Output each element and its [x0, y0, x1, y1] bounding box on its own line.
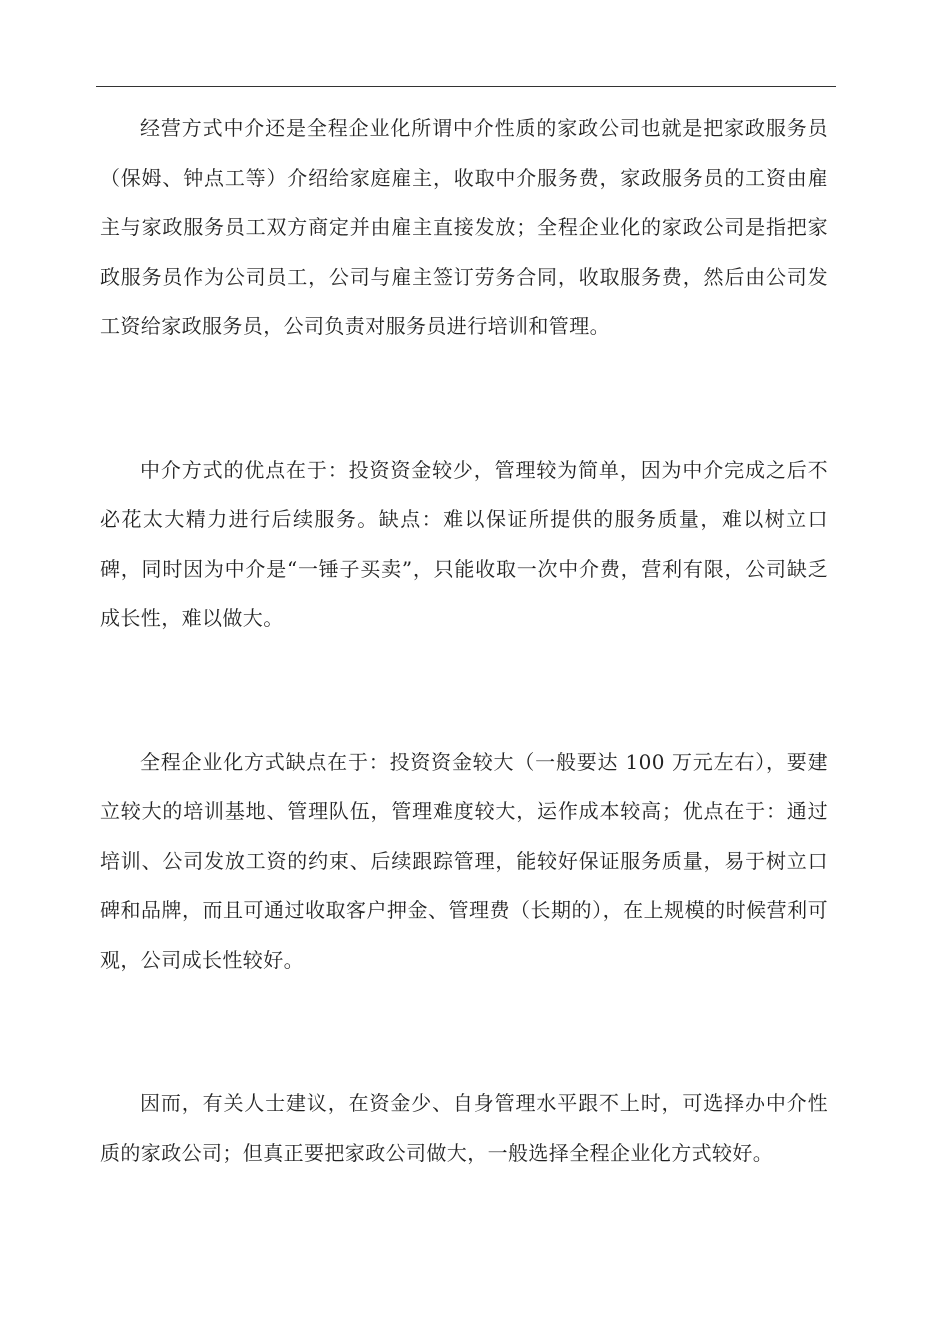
header-rule	[96, 86, 836, 87]
paragraph-enterprise-pros-cons: 全程企业化方式缺点在于：投资资金较大（一般要达 100 万元左右），要建立较大的培训基地、管理队伍，管理难度较大，运作成本较高；优点在于：通过培训、公司发放工资的约束、后续跟踪管理，能较好保证服务质量，易于树立口碑和品牌，而且可通过收取客户押金、管理费（长期的），在上规模的时候营利可观，公司成长性较好。	[100, 749, 828, 972]
paragraph-recommendation: 因而，有关人士建议，在资金少、自身管理水平跟不上时，可选择办中介性质的家政公司；但真正要把家政公司做大，一般选择全程企业化方式较好。	[100, 1091, 828, 1165]
paragraph-business-models: 经营方式中介还是全程企业化所谓中介性质的家政公司也就是把家政服务员（保姆、钟点工等）介绍给家庭雇主，收取中介服务费，家政服务员的工资由雇主与家政服务员工双方商定并由雇主直接发放；全程企业化的家政公司是指把家政服务员作为公司员工，公司与雇主签订劳务合同，收取服务费，然后由公司发工资给家政服务员，公司负责对服务员进行培训和管理。	[100, 116, 828, 338]
paragraph-agency-pros-cons: 中介方式的优点在于：投资资金较少，管理较为简单，因为中介完成之后不必花太大精力进行后续服务。缺点：难以保证所提供的服务质量，难以树立口碑，同时因为中介是“一锤子买卖”，只能收取一次中介费，营利有限，公司缺乏成长性，难以做大。	[100, 457, 828, 630]
document-body	[100, 104, 828, 1178]
